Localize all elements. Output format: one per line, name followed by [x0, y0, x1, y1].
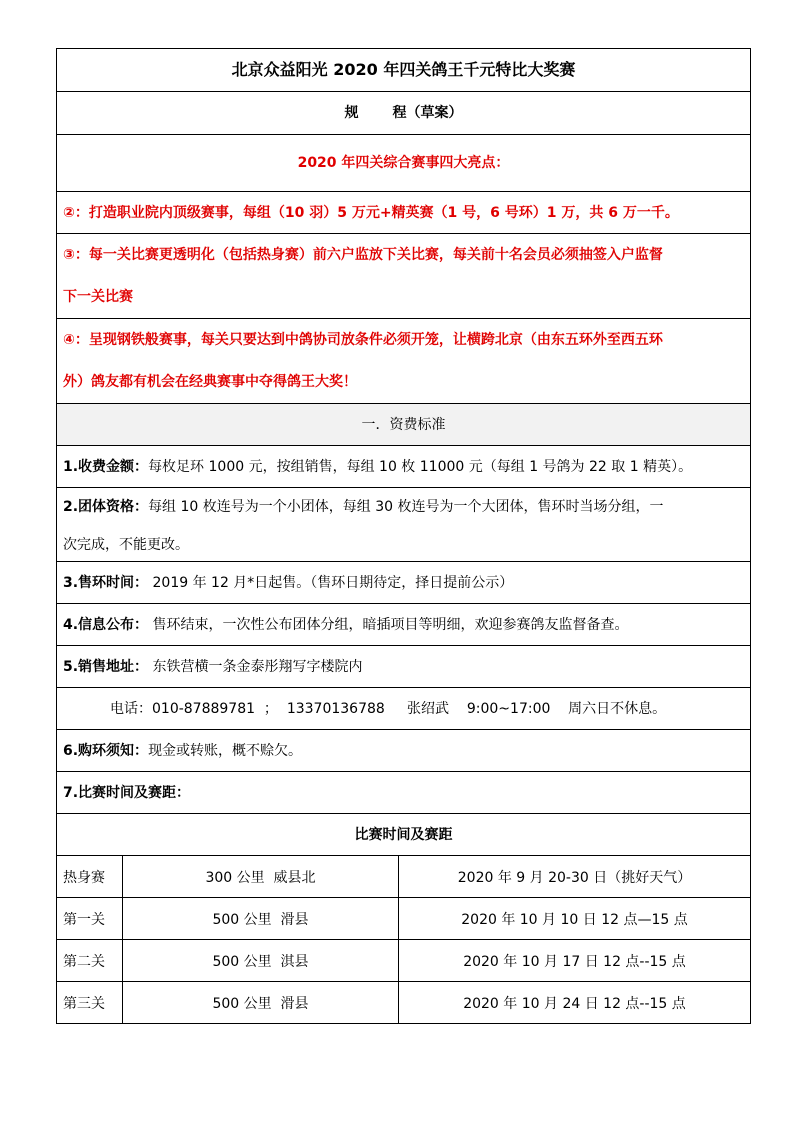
info-row-purchase-notice	[57, 730, 750, 772]
races-heading	[57, 814, 750, 856]
race-date: 2020 年 10 月 17 日 12 点--15 点	[463, 953, 686, 970]
race-date: 2020 年 9 月 20-30 日（挑好天气）	[457, 869, 692, 886]
highlight-item-2-text: ②：打造职业院内顶级赛事，每组（10 羽）5 万元+精英赛（1 号，6 号环）1 万，共 6 万一千。	[63, 204, 679, 221]
info-label: 2.团体资格：	[63, 499, 149, 515]
highlight-item-3-line1: ③：每一关比赛更透明化（包括热身赛）前六户监放下关比赛，每关前十名会员必须抽签入户监督	[63, 247, 663, 263]
info-label: 1.收费金额：	[63, 458, 149, 475]
table-row	[57, 982, 750, 1024]
race-stage: 第三关	[57, 982, 123, 1023]
info-row-address	[57, 646, 750, 688]
info-value: 每枚足环 1000 元，按组销售，每组 10 枚 11000 元（每组 1 号鸽为 22 取 1 精英）。	[148, 458, 693, 475]
race-date: 2020 年 10 月 10 日 12 点—15 点	[461, 911, 688, 928]
info-row-announcement	[57, 604, 750, 646]
highlights-heading-text: 2020 年四关综合赛事四大亮点：	[297, 155, 510, 171]
info-row-team	[57, 488, 750, 562]
info-label: 3.售环时间：	[63, 574, 149, 591]
highlight-item-3	[57, 234, 750, 319]
table-row	[57, 940, 750, 982]
info-value: 现金或转账，概不赊欠。	[148, 742, 303, 759]
contact-text: 电话：010-87889781 ； 13370136788 张绍武 9:00~17:00 周六日不休息。	[110, 700, 667, 717]
race-distance: 500 公里 滑县	[123, 982, 399, 1023]
table-row	[57, 898, 750, 940]
contact-row	[57, 688, 750, 730]
info-value: 售环结束，一次性公布团体分组，暗插项目等明细，欢迎参赛鸽友监督备查。	[148, 616, 629, 633]
table-row	[57, 856, 750, 898]
section-fee-heading-text: 一．资费标准	[361, 416, 446, 433]
race-stage: 第二关	[57, 940, 123, 981]
race-stage: 热身赛	[57, 856, 123, 897]
info-value: 东铁营横一条金泰彤翔写字楼院内	[148, 658, 363, 675]
race-date: 2020 年 10 月 24 日 12 点--15 点	[463, 995, 686, 1012]
info-row-race-schedule	[57, 772, 750, 814]
info-row-fee	[57, 446, 750, 488]
race-distance: 500 公里 滑县	[123, 898, 399, 939]
rules-document	[56, 48, 751, 1024]
info-label: 4.信息公布：	[63, 616, 149, 633]
info-value: 每组 10 枚连号为一个小团体，每组 30 枚连号为一个大团体，售环时当场分组，一	[148, 499, 664, 515]
highlight-item-4-line1: ④：呈现钢铁般赛事，每关只要达到中鸽协司放条件必须开笼，让横跨北京（由东五环外至西五环	[63, 332, 663, 348]
race-distance: 500 公里 淇县	[123, 940, 399, 981]
document-subtitle	[57, 92, 750, 135]
race-stage: 第一关	[57, 898, 123, 939]
info-label: 6.购环须知：	[63, 742, 149, 759]
info-value-line2: 次完成，不能更改。	[63, 537, 189, 553]
subtitle-right: 程（草案）	[392, 105, 463, 121]
info-label: 7.比赛时间及赛距：	[63, 784, 191, 801]
races-heading-text: 比赛时间及赛距	[354, 826, 453, 843]
title-text: 北京众益阳光 2020 年四关鸽王千元特比大奖赛	[231, 60, 576, 79]
info-row-sale-time	[57, 562, 750, 604]
highlight-item-2	[57, 192, 750, 234]
info-label: 5.销售地址：	[63, 658, 149, 675]
highlights-heading	[57, 135, 750, 192]
highlight-item-3-line2: 下一关比赛	[63, 289, 133, 305]
subtitle-left: 规	[344, 105, 359, 121]
document-title	[57, 49, 750, 92]
highlight-item-4	[57, 319, 750, 404]
section-fee-heading	[57, 404, 750, 446]
race-distance: 300 公里 威县北	[123, 856, 399, 897]
info-value: 2019 年 12 月*日起售。（售环日期待定，择日提前公示）	[148, 574, 514, 591]
highlight-item-4-line2: 外）鸽友都有机会在经典赛事中夺得鸽王大奖！	[63, 374, 357, 390]
